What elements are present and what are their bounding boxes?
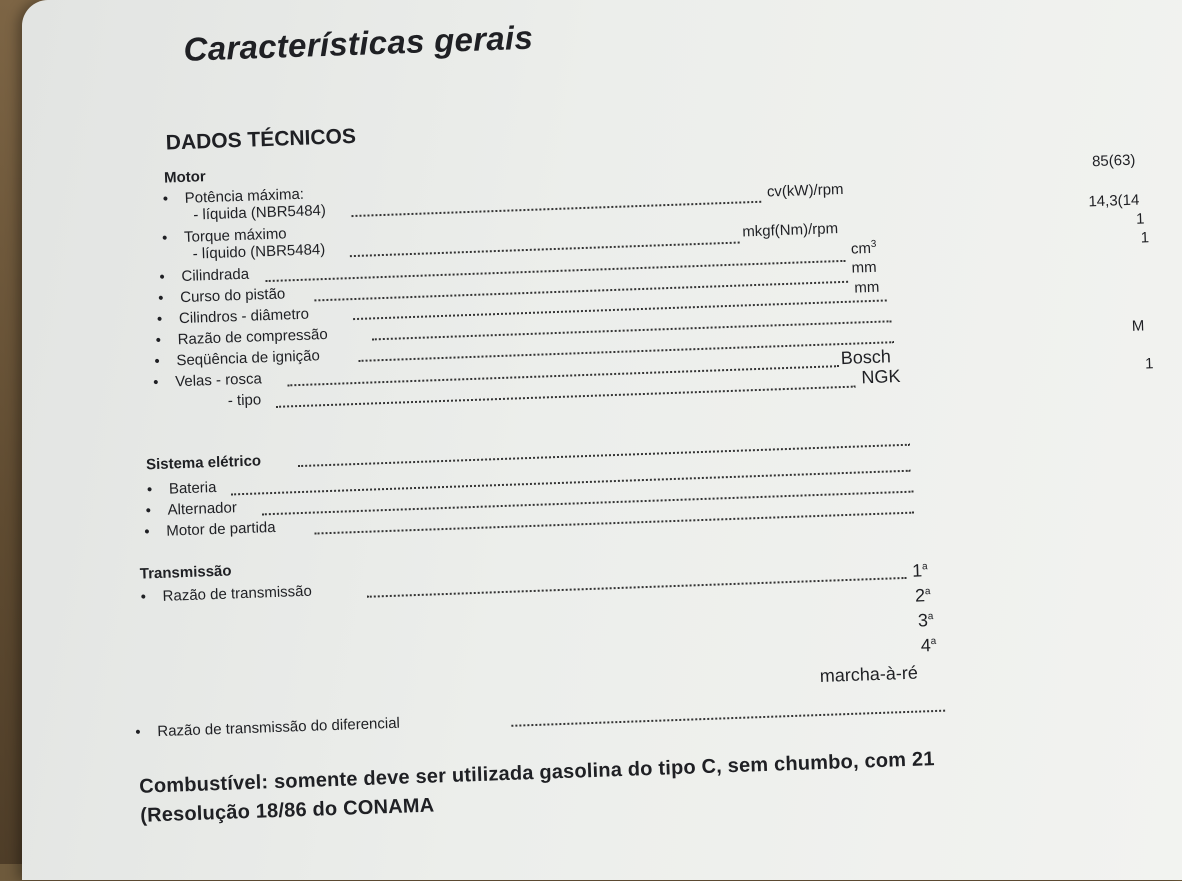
tipo-label: - tipo xyxy=(227,391,262,410)
razao-transmissao-label: • Razão de transmissão xyxy=(162,583,312,605)
gear-4: 4$^a$ xyxy=(920,635,937,656)
combustivel-note: Combustível: somente deve ser utilizada gasolina do tipo C, sem chumbo, com 21 xyxy=(138,748,935,798)
sequencia-value: M xyxy=(1131,317,1145,335)
section-title: DADOS TÉCNICOS xyxy=(165,124,357,155)
torque-sub: - líquido (NBR5484) xyxy=(192,241,326,263)
potencia-sub: - líquida (NBR5484) xyxy=(193,201,327,224)
potencia-label: • Potência máxima: xyxy=(184,186,304,207)
velas-label: • Velas - rosca xyxy=(175,370,262,390)
leader-dots xyxy=(287,365,839,386)
leader-dots xyxy=(350,242,740,258)
razao-compressao-label: • Razão de compressão xyxy=(177,326,328,348)
leader-dots xyxy=(298,444,910,467)
torque-value: 14,3(14 xyxy=(1088,191,1140,211)
transmissao-heading: Transmissão xyxy=(139,562,232,583)
leader-dots xyxy=(511,710,945,727)
torque-rpm-value: 1 xyxy=(1135,210,1145,228)
leader-dots xyxy=(314,281,848,302)
leader-dots xyxy=(276,386,856,408)
leader-dots xyxy=(315,512,915,535)
cilindrada-value: 1 xyxy=(1140,229,1150,247)
alternador-label: • Alternador xyxy=(167,499,237,518)
cilindrada-label: • Cilindrada xyxy=(181,266,249,285)
gear-2: 2$^a$ xyxy=(914,585,931,606)
eletrico-heading: Sistema elétrico xyxy=(145,452,262,474)
bateria-label: • Bateria xyxy=(169,479,217,498)
leader-dots xyxy=(359,341,895,362)
curso-label: • Curso do pistão xyxy=(180,285,286,306)
leader-dots xyxy=(367,577,907,598)
resolucao-note: (Resolução 18/86 do CONAMA xyxy=(139,794,435,827)
cilindrada-unit: $cm^3$ xyxy=(850,238,877,258)
motor-partida-label: • Motor de partida xyxy=(166,519,276,540)
torque-unit: mkgf(Nm)/rpm xyxy=(741,220,839,241)
tipo-unit: NGK xyxy=(861,366,901,388)
torque-label: • Torque máximo xyxy=(184,225,287,246)
leader-dots xyxy=(266,260,846,282)
gear-1: 1$^a$ xyxy=(911,560,928,581)
leader-dots xyxy=(353,299,887,320)
velas-unit: Bosch xyxy=(840,346,892,369)
gear-3: 3$^a$ xyxy=(917,610,934,631)
diferencial-label: • Razão de transmissão do diferencial xyxy=(157,715,400,740)
curso-unit: mm xyxy=(851,258,877,277)
potencia-value: 85(63) xyxy=(1091,151,1136,171)
motor-heading: Motor xyxy=(163,168,206,187)
cilindros-unit: mm xyxy=(854,278,880,297)
marcha-re: marcha-à-ré xyxy=(819,662,919,687)
velas-value: 1 xyxy=(1144,355,1154,373)
leader-dots xyxy=(351,201,761,217)
potencia-unit: cv(kW)/rpm xyxy=(766,180,844,201)
leader-dots xyxy=(262,491,914,516)
leader-dots xyxy=(231,470,911,496)
leader-dots xyxy=(372,320,892,340)
sequencia-label: • Seqüência de ignição xyxy=(176,347,320,369)
page-title: Características gerais xyxy=(182,18,534,68)
cilindros-label: • Cilindros - diâmetro xyxy=(179,306,310,328)
